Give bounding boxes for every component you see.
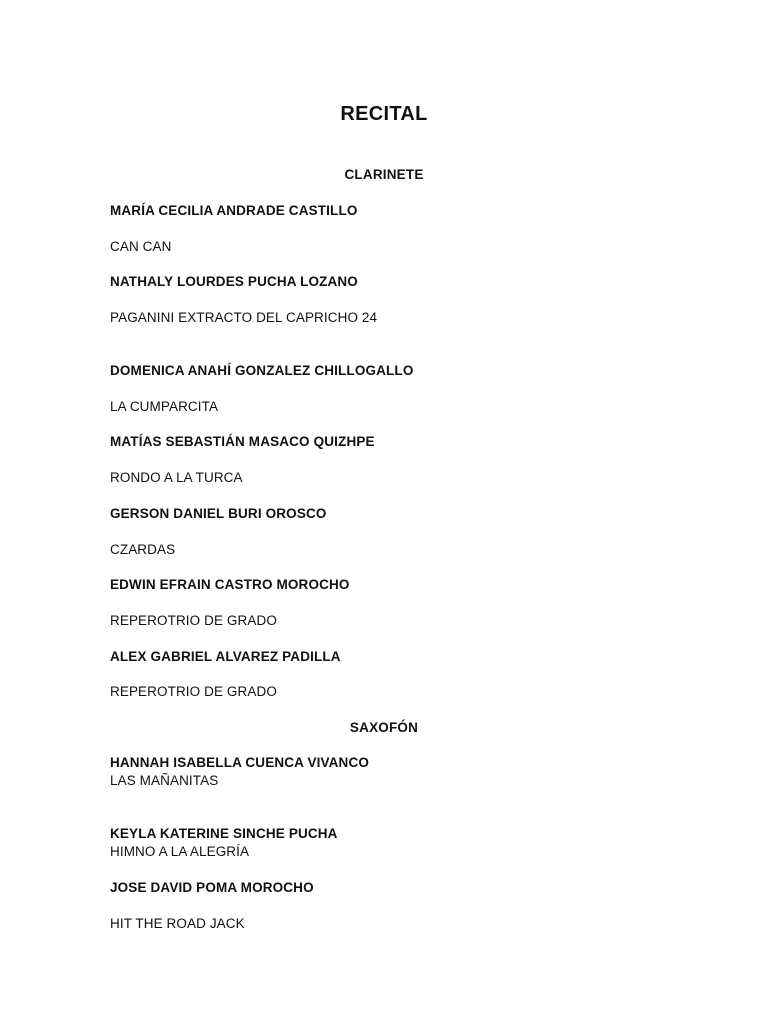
performer-name: JOSE DAVID POMA MOROCHO <box>110 880 314 895</box>
section-heading-clarinete: CLARINETE <box>344 167 424 182</box>
piece-title: LA CUMPARCITA <box>110 399 219 414</box>
performer-name: MARÍA CECILIA ANDRADE CASTILLO <box>110 203 358 218</box>
performer-name: MATÍAS SEBASTIÁN MASACO QUIZHPE <box>110 434 375 449</box>
piece-title: LAS MAÑANITAS <box>110 773 219 788</box>
piece-title: REPEROTRIO DE GRADO <box>110 684 277 699</box>
piece-title: PAGANINI EXTRACTO DEL CAPRICHO 24 <box>110 310 378 325</box>
performer-name: KEYLA KATERINE SINCHE PUCHA <box>110 826 338 841</box>
piece-title: REPEROTRIO DE GRADO <box>110 613 277 628</box>
piece-title: HIT THE ROAD JACK <box>110 916 245 931</box>
piece-title: RONDO A LA TURCA <box>110 470 243 485</box>
piece-title: CAN CAN <box>110 239 172 254</box>
piece-title: HIMNO A LA ALEGRÍA <box>110 844 250 859</box>
performer-name: ALEX GABRIEL ALVAREZ PADILLA <box>110 649 341 664</box>
piece-title: CZARDAS <box>110 542 176 557</box>
page-title: RECITAL <box>340 103 428 125</box>
performer-name: NATHALY LOURDES PUCHA LOZANO <box>110 274 358 289</box>
section-heading-saxofon: SAXOFÓN <box>349 720 419 735</box>
performer-name: DOMENICA ANAHÍ GONZALEZ CHILLOGALLO <box>110 363 414 378</box>
performer-name: GERSON DANIEL BURI OROSCO <box>110 506 327 521</box>
performer-name: HANNAH ISABELLA CUENCA VIVANCO <box>110 755 370 770</box>
performer-name: EDWIN EFRAIN CASTRO MOROCHO <box>110 577 350 592</box>
